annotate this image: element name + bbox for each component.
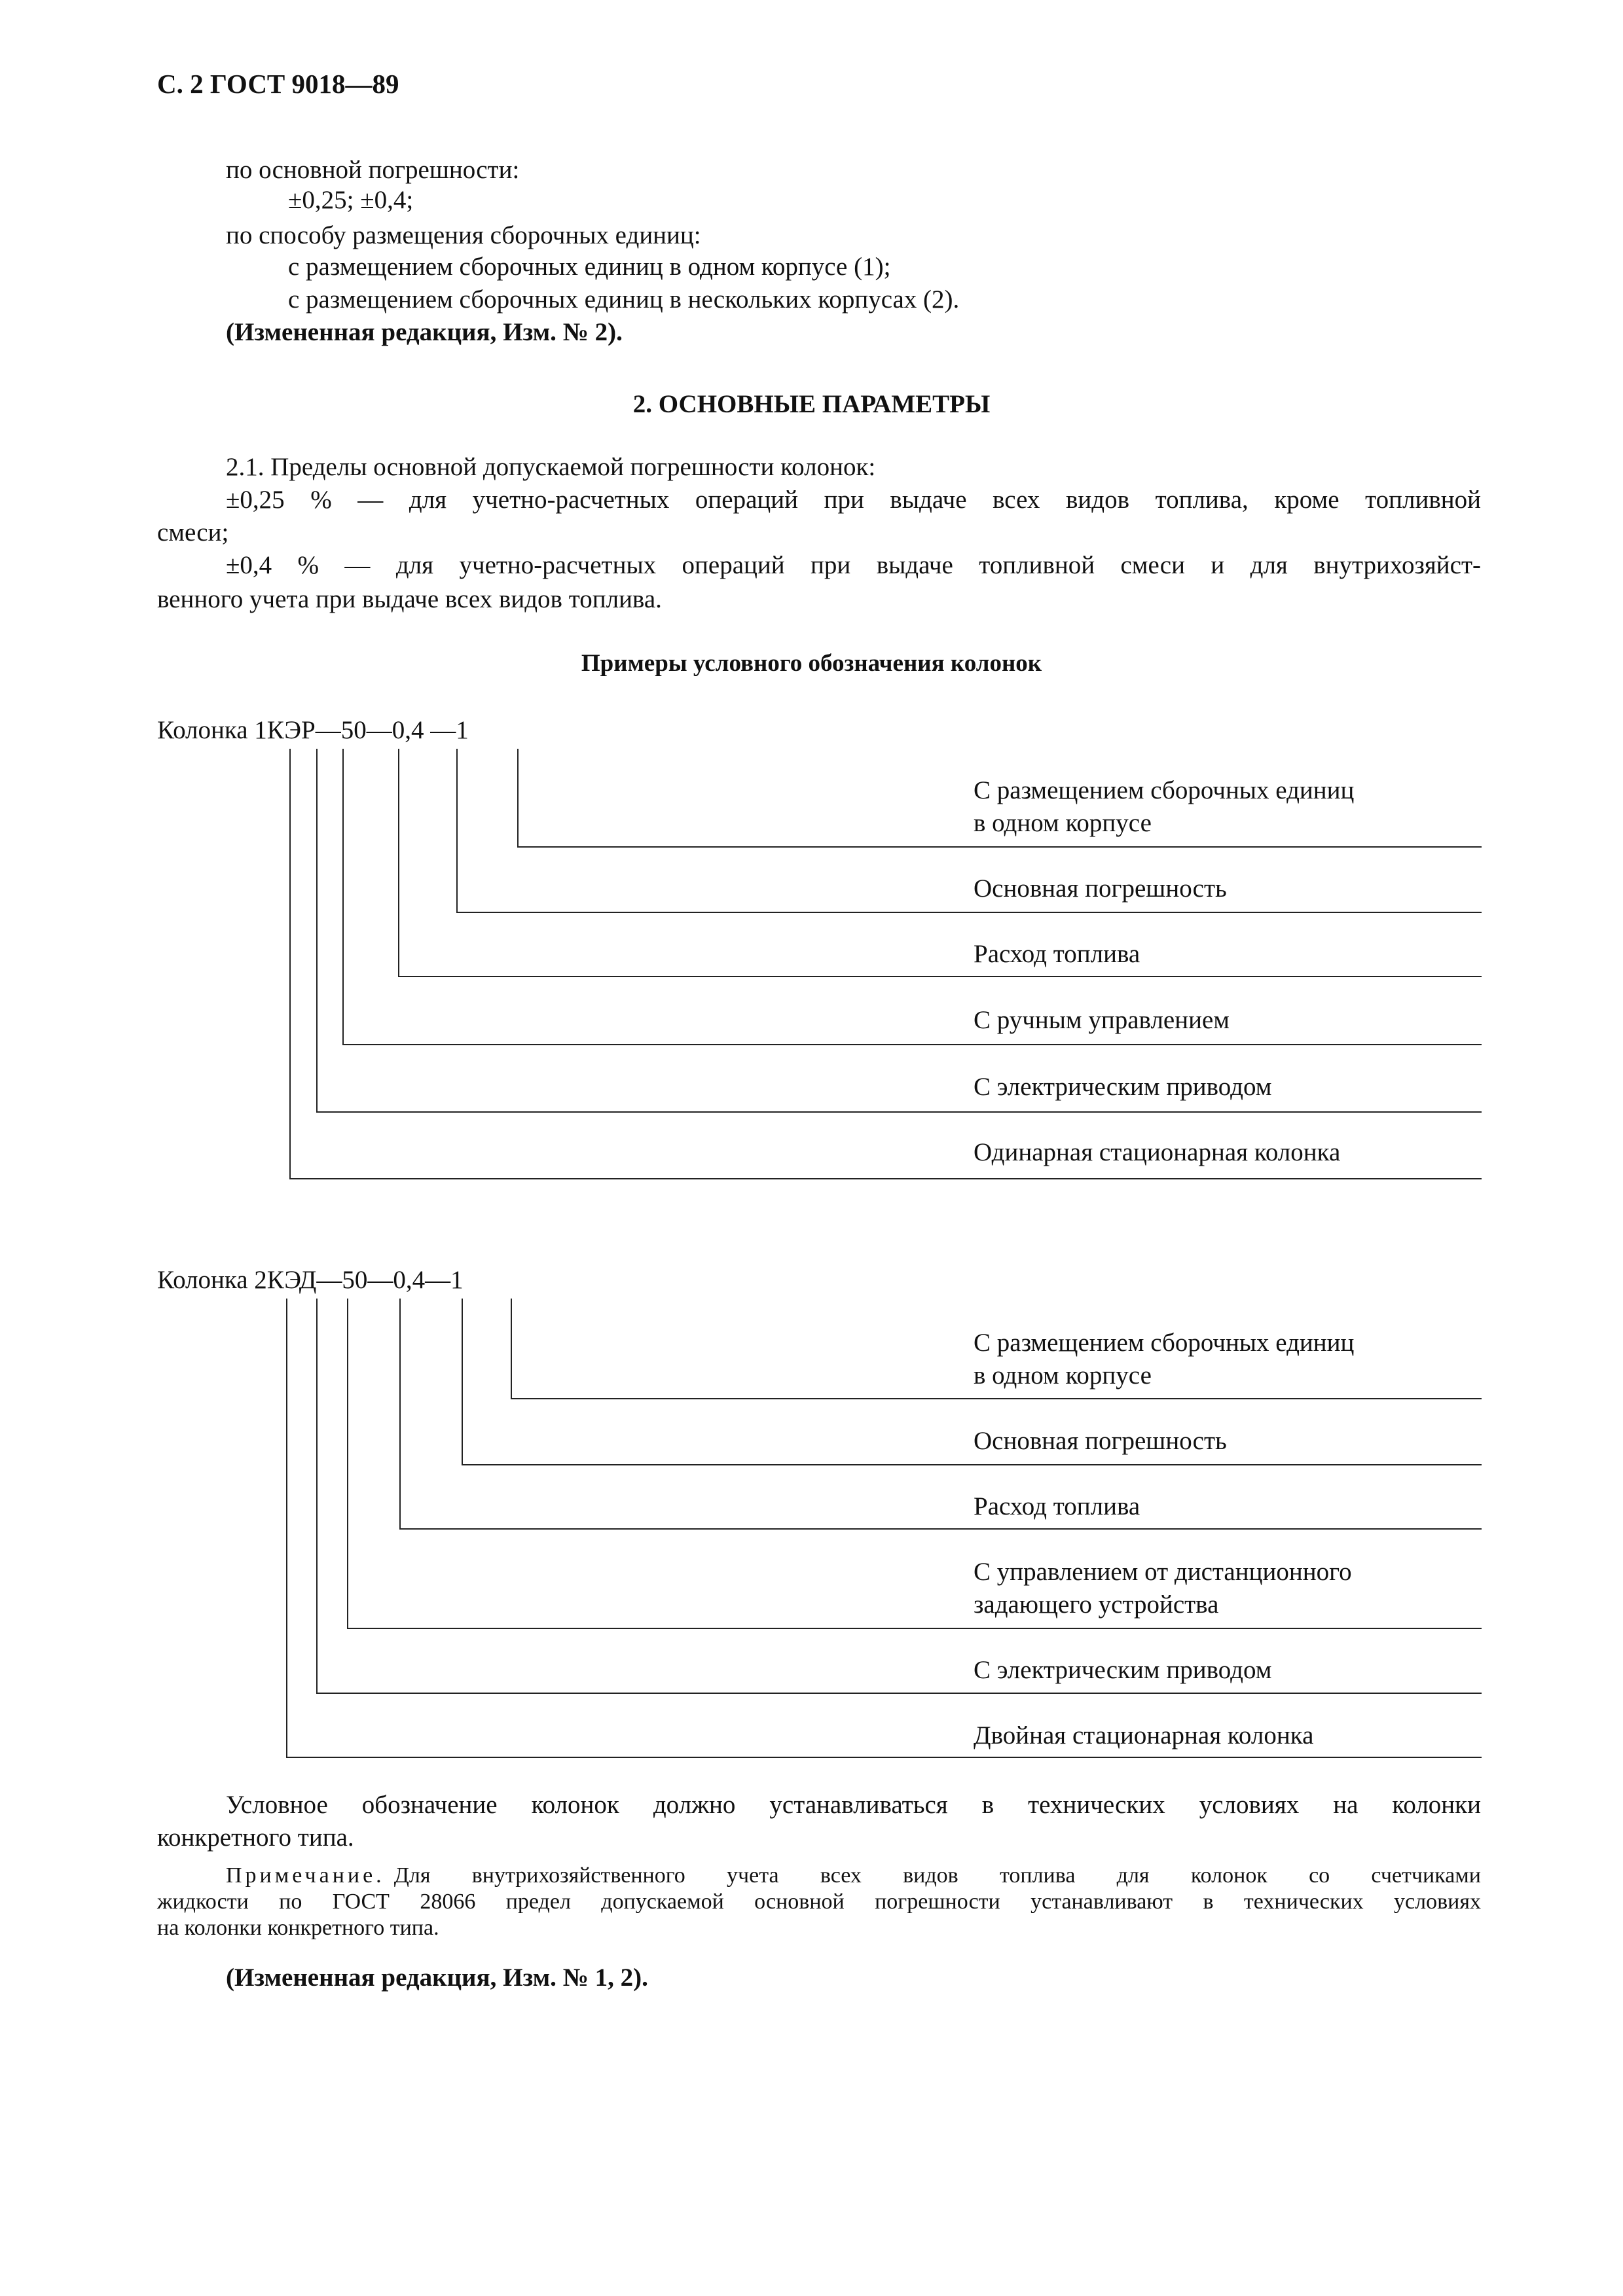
tolerance-item-2-line1: ±0,4 % — для учетно-расчетных операций при выдаче топливной смеси и для внутрихозяйст-: [226, 551, 1481, 579]
bracket-line: [517, 846, 1482, 848]
placement-label: по способу размещения сборочных единиц:: [226, 221, 701, 249]
placement-one: с размещением сборочных единиц в одном корпусе (1);: [288, 253, 891, 281]
tolerance-item-1-line2: смеси;: [157, 518, 229, 547]
diagram-label: С управлением от дистанционного: [974, 1558, 1352, 1586]
bracket-line: [398, 749, 399, 977]
note-text: Для внутрихозяйственного учета всех видов топлива для колонок со счетчиками: [393, 1863, 1481, 1888]
designation-1: Колонка 1КЭР—50—0,4 —1: [157, 716, 469, 744]
bracket-line: [462, 1299, 463, 1465]
bracket-line: [399, 1299, 401, 1529]
designation-2: Колонка 2КЭД—50—0,4—1: [157, 1266, 464, 1294]
diagram-label: Расход топлива: [974, 1492, 1140, 1520]
placement-many: с размещением сборочных единиц в нескольких корпусах (2).: [288, 285, 960, 314]
bracket-line: [511, 1299, 512, 1399]
revision-note-2: (Измененная редакция, Изм. № 1, 2).: [226, 1964, 648, 1992]
bracket-line: [456, 912, 1482, 913]
bracket-line: [286, 1299, 287, 1757]
diagram-label: С электрическим приводом: [974, 1656, 1272, 1684]
bracket-line: [398, 976, 1482, 977]
error-label: по основной погрешности:: [226, 156, 520, 184]
bracket-line: [316, 749, 318, 1112]
bracket-line: [316, 1693, 1482, 1694]
tolerance-item-2-line2: венного учета при выдаче всех видов топлива.: [157, 585, 662, 613]
bracket-line: [456, 749, 458, 912]
page-header: С. 2 ГОСТ 9018—89: [157, 69, 399, 99]
bracket-line: [316, 1299, 318, 1693]
note-line1: [226, 1863, 1481, 1889]
bracket-line: [462, 1464, 1482, 1465]
diagram-label: задающего устройства: [974, 1590, 1219, 1619]
examples-title: Примеры условного обозначения колонок: [581, 650, 1042, 677]
diagram-label: С размещением сборочных единиц: [974, 1329, 1355, 1357]
bracket-line: [289, 749, 291, 1179]
bracket-line: [342, 1044, 1482, 1045]
diagram-label: Одинарная стационарная колонка: [974, 1138, 1341, 1166]
note-line2: жидкости по ГОСТ 28066 предел допускаемой основной погрешности устанавливают в технических условиях: [157, 1890, 1481, 1914]
paragraph-2-1: 2.1. Пределы основной допускаемой погрешности колонок:: [226, 453, 876, 481]
tolerance-item-1-line1: ±0,25 % — для учетно-расчетных операций при выдаче всех видов топлива, кроме топливной: [226, 486, 1481, 514]
diagram-label: в одном корпусе: [974, 1361, 1152, 1390]
bracket-line: [517, 749, 519, 847]
bracket-line: [289, 1178, 1482, 1179]
diagram-label: Основная погрешность: [974, 1427, 1227, 1455]
closing-paragraph-line1: Условное обозначение колонок должно устанавливаться в технических условиях на колонки: [226, 1791, 1481, 1819]
note-line3: на колонки конкретного типа.: [157, 1916, 439, 1940]
bracket-line: [399, 1528, 1482, 1530]
diagram-label: в одном корпусе: [974, 809, 1152, 837]
diagram-label: С ручным управлением: [974, 1006, 1230, 1034]
bracket-line: [347, 1628, 1482, 1629]
bracket-line: [342, 749, 344, 1045]
error-values: ±0,25; ±0,4;: [288, 186, 414, 214]
diagram-label: С размещением сборочных единиц: [974, 776, 1355, 804]
closing-paragraph-line2: конкретного типа.: [157, 1823, 354, 1852]
diagram-label: Основная погрешность: [974, 874, 1227, 903]
bracket-line: [286, 1757, 1482, 1758]
diagram-label: Двойная стационарная колонка: [974, 1721, 1314, 1749]
bracket-line: [316, 1111, 1482, 1113]
bracket-line: [511, 1398, 1482, 1399]
diagram-label: Расход топлива: [974, 940, 1140, 968]
revision-note-1: (Измененная редакция, Изм. № 2).: [226, 318, 623, 346]
section-title: 2. ОСНОВНЫЕ ПАРАМЕТРЫ: [632, 390, 991, 418]
note-label: Примечание.: [226, 1863, 385, 1888]
diagram-label: С электрическим приводом: [974, 1073, 1272, 1101]
bracket-line: [347, 1299, 348, 1628]
